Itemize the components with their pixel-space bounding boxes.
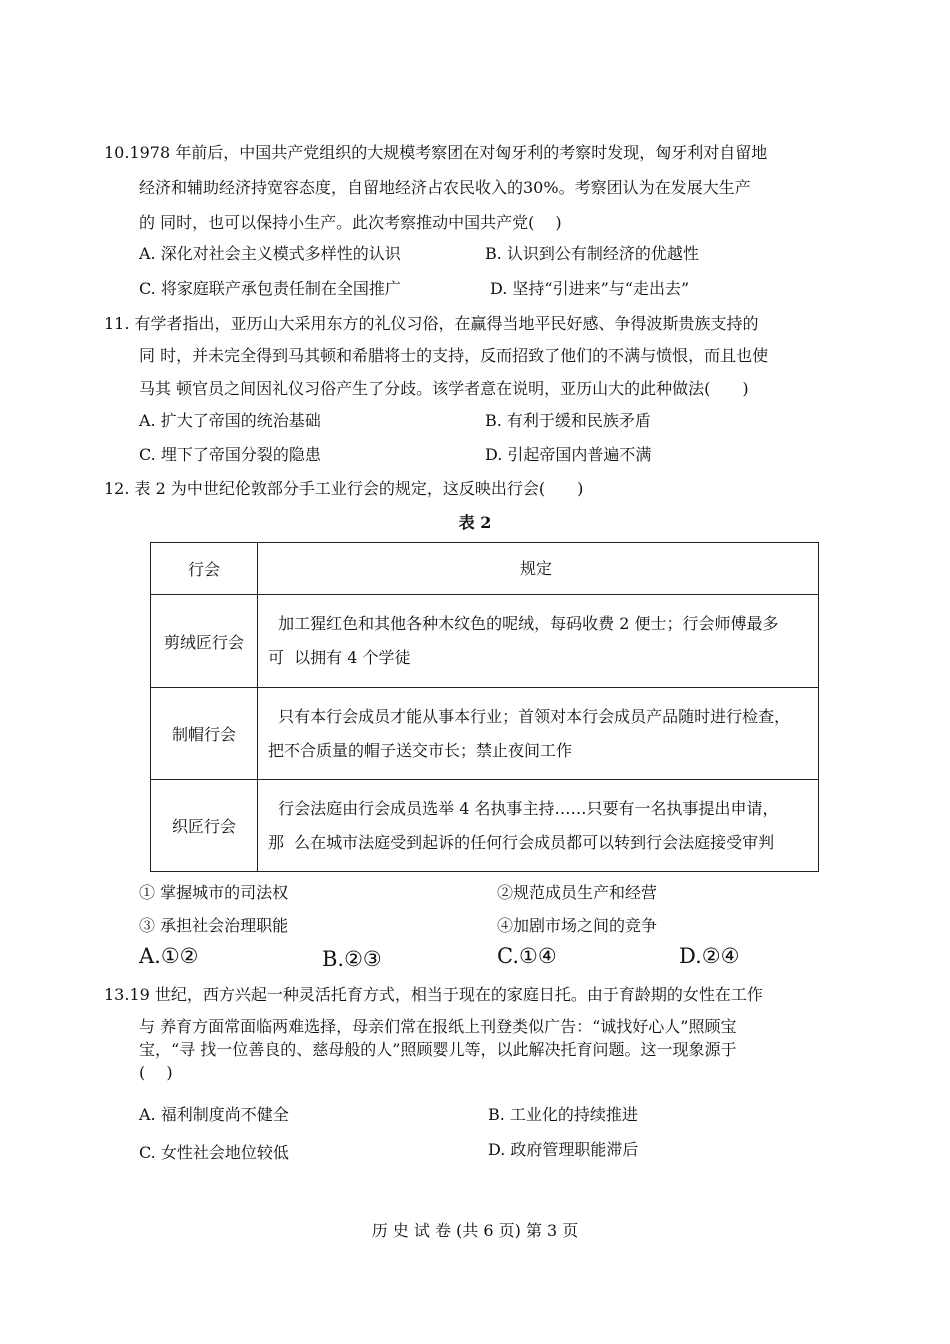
- q13-option-d: D. 政府管理职能滞后: [488, 1140, 639, 1159]
- table-header-rule: 规定: [258, 543, 819, 595]
- table-cell-guild: 织匠行会: [151, 780, 258, 872]
- q10-stem-line-3: 的 同时，也可以保持小生产。此次考察推动中国共产党( ): [139, 213, 562, 232]
- q12-item-3: ③ 承担社会治理职能: [139, 916, 289, 935]
- q13-stem-line-4: ( ): [139, 1063, 173, 1082]
- q13-stem-line-1: 13.19 世纪，西方兴起一种灵活托育方式，相当于现在的家庭日托。由于育龄期的女性在工作: [104, 985, 763, 1004]
- table-caption: 表 2: [458, 513, 492, 532]
- table-cell-guild: 剪绒匠行会: [151, 595, 258, 688]
- q10-stem-line-1: 10.1978 年前后，中国共产党组织的大规模考察团在对匈牙利的考察时发现，匈牙利对自留地: [104, 143, 768, 162]
- table-cell-rule: [258, 688, 819, 780]
- q11-option-d: D. 引起帝国内普遍不满: [485, 445, 652, 464]
- q12-item-2: ②规范成员生产和经营: [497, 883, 658, 902]
- q13-option-c: C. 女性社会地位较低: [139, 1143, 289, 1162]
- q10-stem-line-2: 经济和辅助经济持宽容态度，自留地经济占农民收入的30%。考察团认为在发展大生产: [139, 178, 751, 197]
- table-cell-rule: [258, 780, 819, 872]
- rule-line: 行会法庭由行会成员选举 4 名执事主持……只要有一名执事提出申请，: [268, 798, 779, 818]
- rule-line: 只有本行会成员才能从事本行业；首领对本行会成员产品随时进行检查，: [268, 706, 791, 726]
- rule-line: 加工猩红色和其他各种木纹色的呢绒，每码收费 2 便士；行会师傅最多: [268, 614, 779, 633]
- q11-stem-line-1: 11. 有学者指出，亚历山大采用东方的礼仪习俗，在赢得当地平民好感、争得波斯贵族支持的: [104, 314, 759, 333]
- q12-item-4: ④加剧市场之间的竞争: [497, 916, 658, 935]
- table-row: [151, 688, 819, 780]
- q10-option-d: D. 坚持“引进来”与“走出去”: [490, 279, 690, 298]
- q13-option-b: B. 工业化的持续推进: [488, 1105, 638, 1124]
- q10-option-b: B. 认识到公有制经济的优越性: [485, 244, 699, 263]
- q10-option-a: A. 深化对社会主义模式多样性的认识: [139, 244, 401, 263]
- table-cell-guild: 制帽行会: [151, 688, 258, 780]
- q12-option-c: C.①④: [497, 944, 557, 968]
- q11-option-b: B. 有利于缓和民族矛盾: [485, 411, 651, 430]
- q12-stem: 12. 表 2 为中世纪伦敦部分手工业行会的规定，这反映出行会( ): [104, 479, 584, 498]
- q12-item-1: ① 掌握城市的司法权: [139, 883, 289, 902]
- q13-option-a: A. 福利制度尚不健全: [139, 1105, 289, 1124]
- rule-line: 那 么在城市法庭受到起诉的任何行会成员都可以转到行会法庭接受审判: [268, 832, 775, 852]
- q13-stem-line-3: 宝，“寻 找一位善良的、慈母般的人”照顾婴儿等，以此解决托育问题。这一现象源于: [139, 1040, 737, 1059]
- q12-option-a: A.①②: [139, 944, 199, 968]
- q10-option-c: C. 将家庭联产承包责任制在全国推广: [139, 279, 401, 298]
- q12-option-d: D.②④: [679, 944, 740, 968]
- table-row: [151, 595, 819, 688]
- rule-line: 把不合质量的帽子送交市长；禁止夜间工作: [268, 740, 573, 760]
- table-cell-rule: [258, 595, 819, 688]
- rule-line: 可 以拥有 4 个学徒: [268, 648, 411, 667]
- q13-stem-line-2: 与 养育方面常面临两难选择，母亲们常在报纸上刊登类似广告：“诚找好心人”照顾宝: [139, 1017, 737, 1036]
- page-footer: 历 史 试 卷 (共 6 页) 第 3 页: [371, 1221, 579, 1240]
- guild-rules-table: [150, 542, 819, 872]
- table-header-row: [151, 543, 819, 595]
- q11-stem-line-3: 马其 顿官员之间因礼仪习俗产生了分歧。该学者意在说明，亚历山大的此种做法( ): [139, 379, 749, 398]
- q12-option-b: B.②③: [322, 947, 382, 971]
- q11-option-a: A. 扩大了帝国的统治基础: [139, 411, 321, 430]
- table-row: [151, 780, 819, 872]
- q11-option-c: C. 埋下了帝国分裂的隐患: [139, 445, 321, 464]
- q11-stem-line-2: 同 时，并未完全得到马其顿和希腊将士的支持，反而招致了他们的不满与愤恨，而且也使: [139, 346, 769, 365]
- table-header-guild: 行会: [151, 543, 258, 595]
